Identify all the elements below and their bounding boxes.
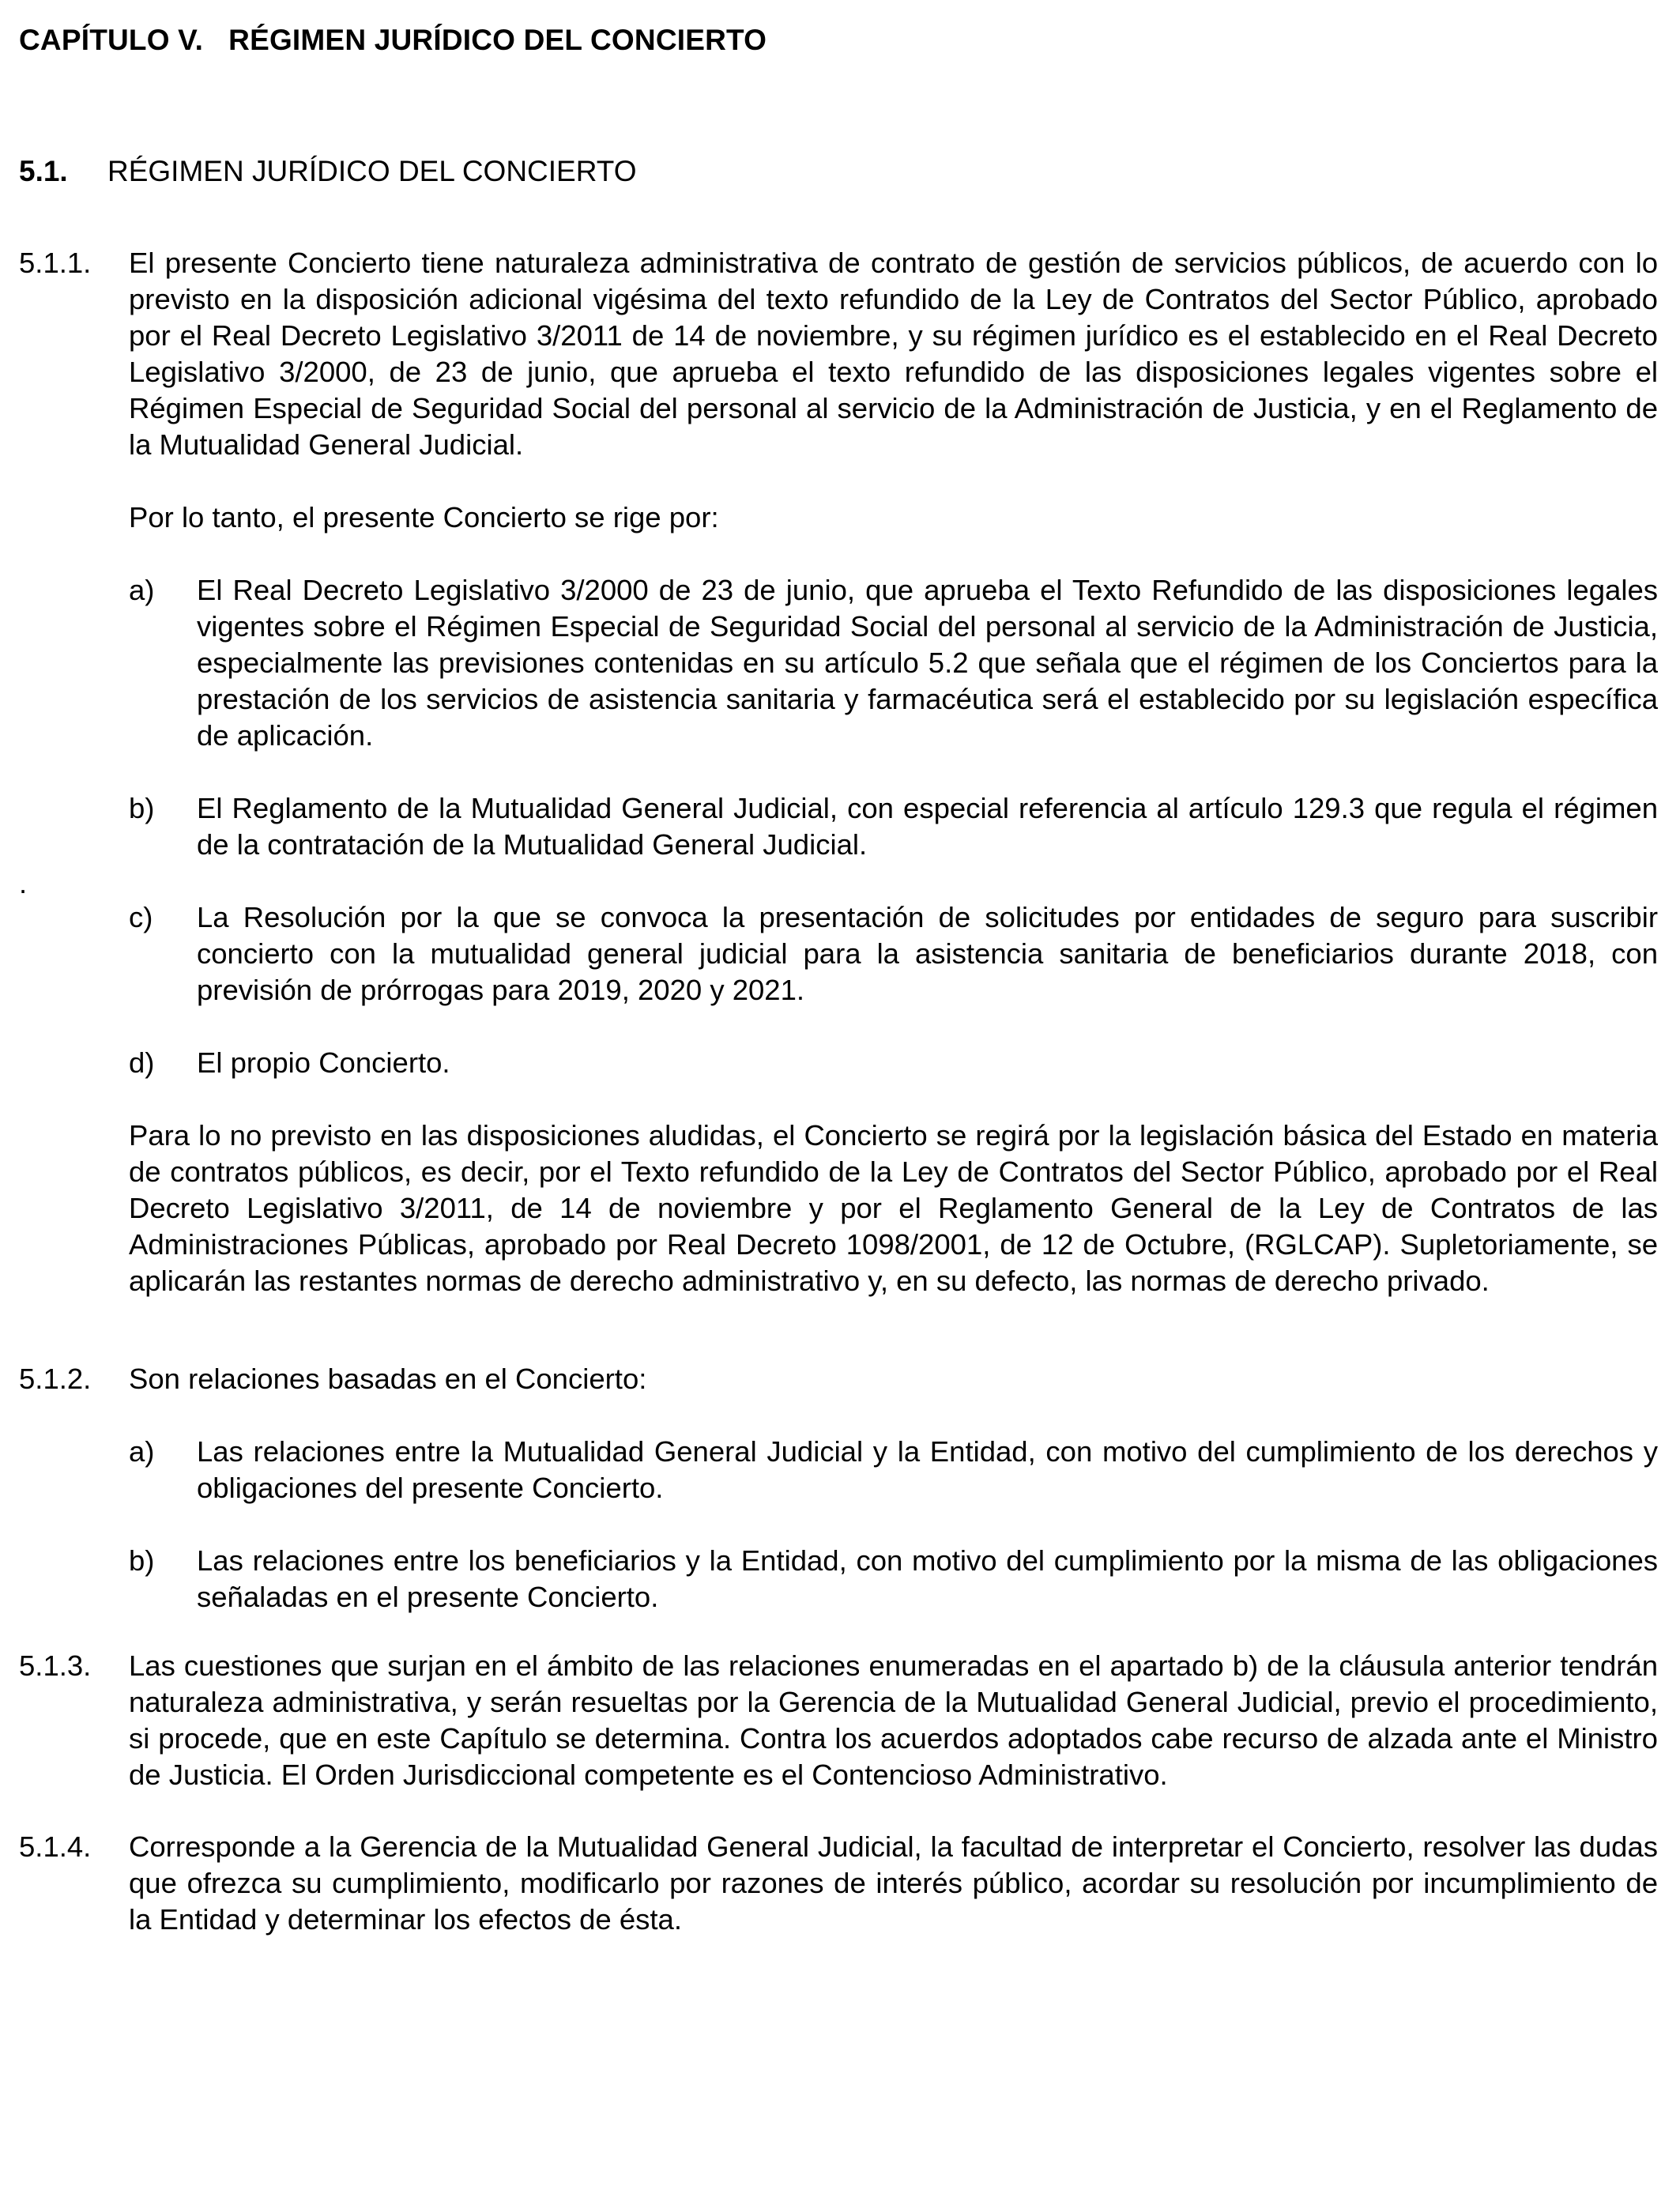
list-item-text: El propio Concierto. xyxy=(197,1046,450,1079)
list-item-text: El Reglamento de la Mutualidad General Judicial, con especial referencia al artículo 129.3 que regula el régimen de la contratación de la Mutualidad General Judicial. xyxy=(197,792,1658,861)
clause-5-1-3 xyxy=(19,1648,1658,1793)
list-item xyxy=(129,899,1658,1008)
list-item-letter: b) xyxy=(129,792,155,824)
clause-5-1-2 xyxy=(19,1361,1658,1652)
chapter-label: CAPÍTULO V. xyxy=(19,24,204,56)
clause-paragraph: El presente Concierto tiene naturaleza administrativa de contrato de gestión de servicios públicos, de acuerdo con lo previsto en la disposición adicional vigésima del texto refundido de la Ley de Contratos del Sector Público, aprobado por el Real Decreto Legislativo 3/2011 de 14 de noviembre, y su régimen jurídico es el establecido en el Real Decreto Legislativo 3/2000, de 23 de junio, que aprueba el texto refundido de las disposiciones legales vigentes sobre el Régimen Especial de Seguridad Social del personal al servicio de la Administración de Justicia, y en el Reglamento de la Mutualidad General Judicial. xyxy=(129,247,1658,461)
section-heading xyxy=(19,155,637,188)
list-item-text: La Resolución por la que se convoca la presentación de solicitudes por entidades de seguro para suscribir concierto con la mutualidad general judicial para la asistencia sanitaria de beneficiarios durante 2018, con previsión de prórrogas para 2019, 2020 y 2021. xyxy=(197,901,1658,1006)
list-item-letter: b) xyxy=(129,1544,155,1577)
list-item-text: El Real Decreto Legislativo 3/2000 de 23 de junio, que aprueba el Texto Refundido de las disposiciones legales vigentes sobre el Régimen Especial de Seguridad Social del personal al servicio de la Administración de Justicia, especialmente las previsiones contenidas en su artículo 5.2 que señala que el régimen de los Conciertos para la prestación de los servicios de asistencia sanitaria y farmacéutica será el establecido por su legislación específica de aplicación. xyxy=(197,574,1658,752)
list-item xyxy=(129,790,1658,863)
clause-5-1-4 xyxy=(19,1829,1658,1938)
list-item xyxy=(129,572,1658,754)
list-item-letter: c) xyxy=(129,901,153,933)
list-item xyxy=(129,1434,1658,1506)
list-item xyxy=(129,1543,1658,1615)
chapter-heading: RÉGIMEN JURÍDICO DEL CONCIERTO xyxy=(228,24,767,56)
list-item-text: Las relaciones entre la Mutualidad General Judicial y la Entidad, con motivo del cumplimiento de los derechos y obligaciones del presente Concierto. xyxy=(197,1435,1658,1504)
clause-body xyxy=(129,1361,1658,1615)
list-item-text: Las relaciones entre los beneficiarios y la Entidad, con motivo del cumplimiento por la misma de las obligaciones señaladas en el presente Concierto. xyxy=(197,1544,1658,1613)
clause-paragraph: Las cuestiones que surjan en el ámbito de las relaciones enumeradas en el apartado b) de la cláusula anterior tendrán naturaleza administrativa, y serán resueltas por la Gerencia de la Mutualidad General Judicial, previo el procedimiento, si procede, que en este Capítulo se determina. Contra los acuerdos adoptados cabe recurso de alzada ante el Ministro de Justicia. El Orden Jurisdiccional competente es el Contencioso Administrativo. xyxy=(129,1649,1658,1791)
list-item-letter: d) xyxy=(129,1046,155,1079)
clause-5-1-1 xyxy=(19,245,1658,1299)
clause-number: 5.1.1. xyxy=(19,247,92,279)
clause-closing: Para lo no previsto en las disposiciones aludidas, el Concierto se regirá por la legislación básica del Estado en materia de contratos públicos, es decir, por el Texto refundido de la Ley de Contratos del Sector Público, aprobado por el Real Decreto Legislativo 3/2011, de 14 de noviembre y por el Reglamento General de la Ley de Contratos de las Administraciones Públicas, aprobado por Real Decreto 1098/2001, de 12 de Octubre, (RGLCAP). Supletoriamente, se aplicarán las restantes normas de derecho administrativo y, en su defecto, las normas de derecho privado. xyxy=(129,1119,1658,1297)
clause-number: 5.1.3. xyxy=(19,1649,92,1682)
clause-body xyxy=(129,245,1658,1299)
clause-body xyxy=(129,1648,1658,1793)
clause-paragraph: Corresponde a la Gerencia de la Mutualidad General Judicial, la facultad de interpretar el Concierto, resolver las dudas que ofrezca su cumplimiento, modificarlo por razones de interés público, acordar su resolución por incumplimiento de la Entidad y determinar los efectos de ésta. xyxy=(129,1830,1658,1936)
stray-mark: . xyxy=(19,867,28,899)
list-item xyxy=(129,1045,1658,1081)
clause-number: 5.1.4. xyxy=(19,1830,92,1863)
list-item-letter: a) xyxy=(129,574,155,606)
clause-body xyxy=(129,1829,1658,1938)
clause-number: 5.1.2. xyxy=(19,1363,92,1395)
clause-lead: Por lo tanto, el presente Concierto se rige por: xyxy=(129,501,719,533)
section-number: 5.1. xyxy=(19,155,68,187)
list-item-letter: a) xyxy=(129,1435,155,1468)
clause-paragraph: Son relaciones basadas en el Concierto: xyxy=(129,1363,647,1395)
chapter-title xyxy=(19,24,767,57)
section-title: RÉGIMEN JURÍDICO DEL CONCIERTO xyxy=(107,155,637,187)
